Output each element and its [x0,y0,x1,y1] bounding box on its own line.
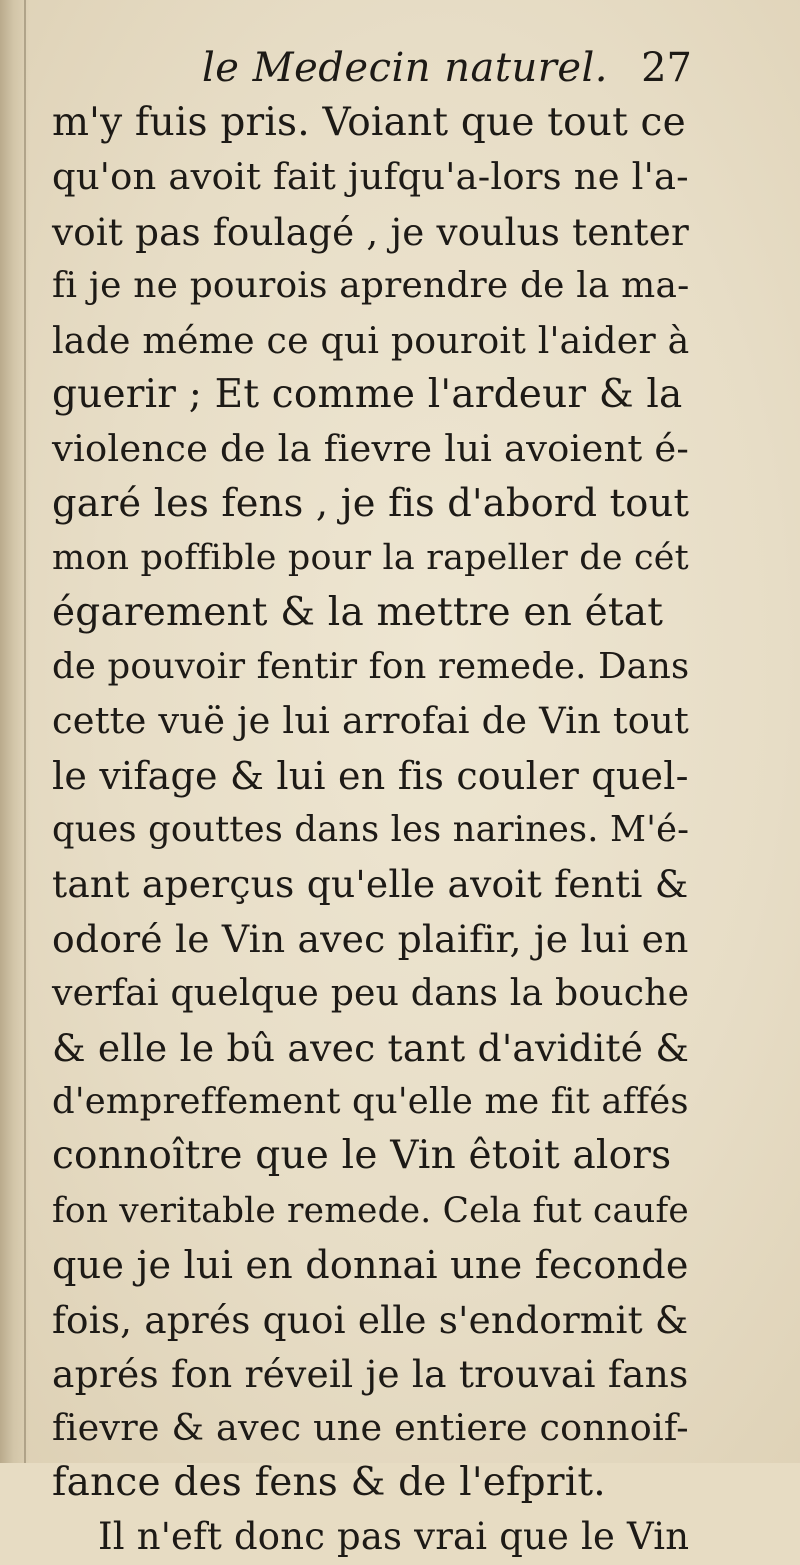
text-line: cette vuë je lui arrofai de Vin tout [52,699,689,743]
text-line: verfai quelque peu dans la bouche [52,971,690,1015]
text-line: aprés fon réveil je la trouvai fans [52,1351,689,1396]
text-line: m'y fuis pris. Voiant que tout ce [52,100,686,145]
text-line: connoître que le Vin êtoit alors [52,1133,672,1179]
text-line: voit pas foulagé , je voulus tenter [52,209,689,254]
text-line: égarement & la mettre en état [52,589,664,635]
text-line: ques gouttes dans les narines. M'é- [52,809,690,851]
text-line: fance des fens & de l'efprit. [52,1459,606,1505]
text-line: fois, aprés quoi elle s'endormit & [52,1297,689,1342]
text-line: guerir ; Et comme l'ardeur & la [52,371,683,417]
page-number: 27 [641,45,692,91]
text-line: & elle le bû avec tant d'avidité & [52,1025,690,1070]
binding-edge [24,0,26,1463]
text-line: qu'on avoit fait jufqu'a-lors ne l'a- [52,155,689,199]
text-line: que je lui en donnai une feconde [52,1243,689,1288]
text-line: garé les fens , je fis d'abord tout [52,480,690,526]
text-line: d'empreffement qu'elle me fit affés [52,1081,689,1123]
text-line: fi je ne pourois aprendre de la ma- [52,265,690,307]
text-line: tant aperçus qu'elle avoit fenti & [52,862,689,907]
paragraph-start-line: Il n'eft donc pas vrai que le Vin [98,1515,690,1559]
running-title: le Medecin naturel. [202,45,609,91]
body-text [52,96,692,1565]
running-head [52,40,692,96]
text-line: de pouvoir fentir fon remede. Dans [52,645,690,687]
text-line: mon poffible pour la rapeller de cét [52,538,689,579]
text-line: fievre & avec une entiere connoif- [52,1406,689,1450]
text-line: violence de la fievre lui avoient é- [52,427,689,471]
text-line: le vifage & lui en fis couler quel- [52,753,689,798]
text-line: lade méme ce qui pouroit l'aider à [52,318,690,362]
text-line: odoré le Vin avec plaifir, je lui en [52,916,689,961]
text-line: fon veritable remede. Cela fut caufe [52,1190,689,1231]
